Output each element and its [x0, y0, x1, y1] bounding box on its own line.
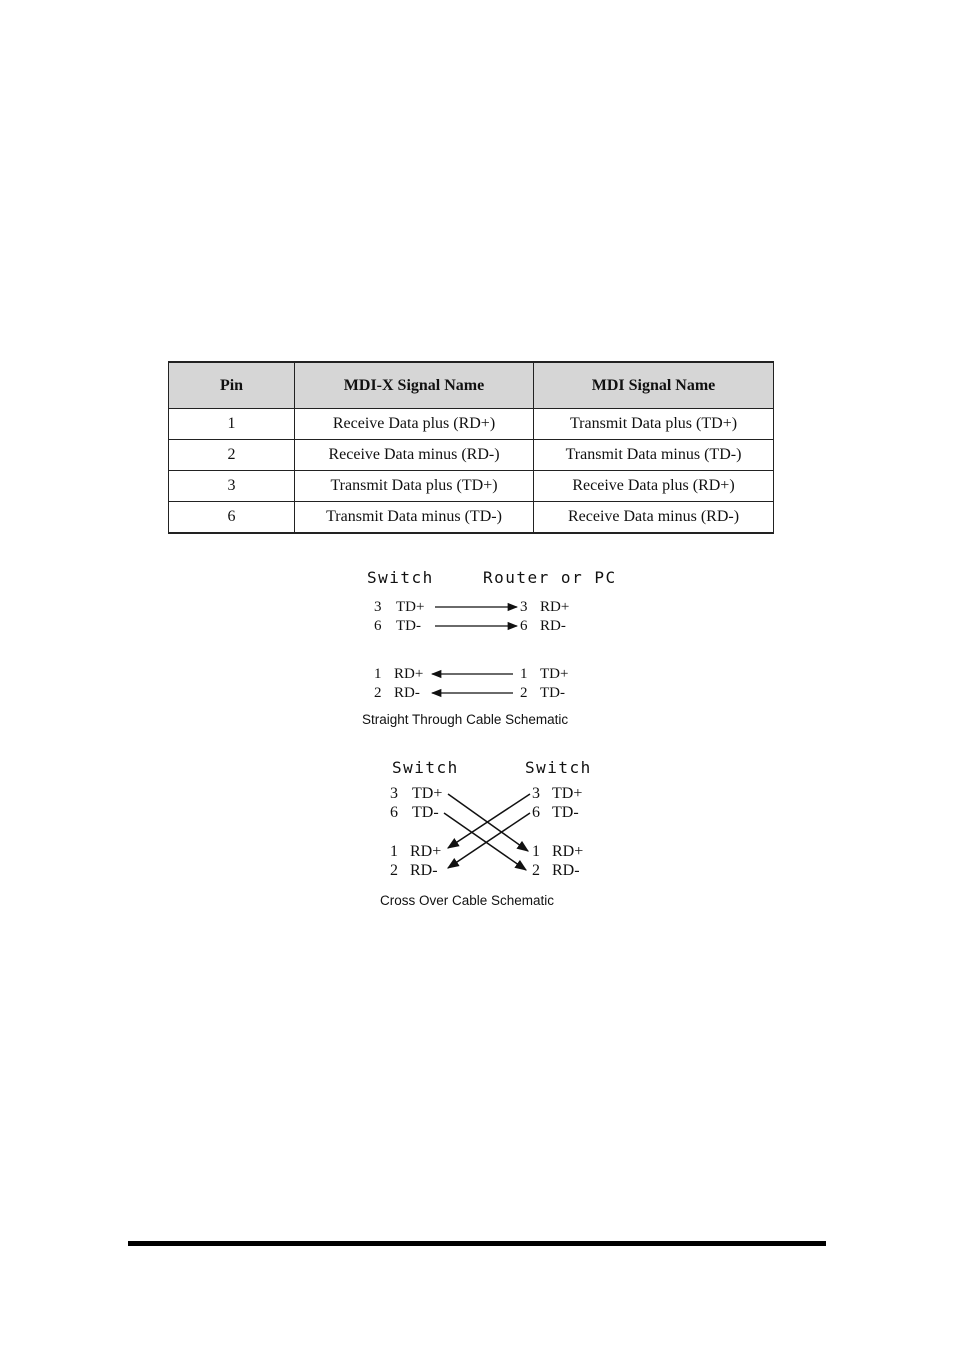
cell-mdi: Transmit Data plus (TD+)	[534, 409, 774, 440]
cross-right-pin: 2	[532, 862, 540, 879]
table-row	[169, 502, 774, 534]
straight-right-signal: RD-	[540, 618, 566, 634]
cell-mdix: Transmit Data minus (TD-)	[295, 502, 534, 534]
straight-left-pin: 1	[374, 666, 382, 682]
straight-right-pin: 1	[520, 666, 528, 682]
straight-left-signal: TD+	[396, 599, 425, 615]
cross-right-signal: TD-	[552, 804, 579, 821]
cell-pin: 1	[169, 409, 295, 440]
cross-left-pin: 6	[390, 804, 398, 821]
table-header-row	[169, 362, 774, 409]
straight-left-pin: 3	[374, 599, 382, 615]
cross-right-signal: RD+	[552, 843, 584, 860]
header-pin: Pin	[169, 362, 295, 409]
cell-pin: 2	[169, 440, 295, 471]
straight-right-signal: TD-	[540, 685, 565, 701]
table-row	[169, 440, 774, 471]
cross-right-signal: RD-	[552, 862, 580, 879]
cell-pin: 3	[169, 471, 295, 502]
straight-right-pin: 3	[520, 599, 528, 615]
cross-right-signal: TD+	[552, 785, 583, 802]
straight-right-signal: TD+	[540, 666, 569, 682]
cross-over-schematic	[370, 750, 610, 915]
footer-rule	[128, 1241, 826, 1246]
straight-left-pin: 2	[374, 685, 382, 701]
straight-through-schematic	[340, 560, 630, 735]
cross-right-pin: 1	[532, 843, 540, 860]
straight-left-signal: TD-	[396, 618, 421, 634]
straight-left-title: Switch	[367, 568, 434, 587]
table-row	[169, 471, 774, 502]
cross-right-pin: 6	[532, 804, 540, 821]
cell-mdi: Transmit Data minus (TD-)	[534, 440, 774, 471]
cross-left-pin: 1	[390, 843, 398, 860]
cell-mdi: Receive Data minus (RD-)	[534, 502, 774, 534]
straight-left-signal: RD+	[394, 666, 424, 682]
cross-caption: Cross Over Cable Schematic	[380, 893, 555, 908]
cross-left-title: Switch	[392, 758, 459, 777]
header-mdix-signal: MDI-X Signal Name	[295, 362, 534, 409]
straight-right-pin: 2	[520, 685, 528, 701]
cross-left-pin: 2	[390, 862, 398, 879]
cross-right-title: Switch	[525, 758, 592, 777]
straight-left-pin: 6	[374, 618, 382, 634]
cross-left-pin: 3	[390, 785, 398, 802]
cross-left-signal: TD+	[412, 785, 443, 802]
cell-mdix: Receive Data plus (RD+)	[295, 409, 534, 440]
cell-pin: 6	[169, 502, 295, 534]
cell-mdix: Receive Data minus (RD-)	[295, 440, 534, 471]
cross-left-signal: RD+	[410, 843, 442, 860]
cross-right-pin: 3	[532, 785, 540, 802]
straight-right-title: Router or PC	[483, 568, 617, 587]
cross-left-signal: TD-	[412, 804, 439, 821]
cell-mdix: Transmit Data plus (TD+)	[295, 471, 534, 502]
cross-left-signal: RD-	[410, 862, 438, 879]
straight-left-signal: RD-	[394, 685, 420, 701]
cell-mdi: Receive Data plus (RD+)	[534, 471, 774, 502]
pin-signal-table	[168, 361, 774, 534]
straight-right-pin: 6	[520, 618, 528, 634]
table-row	[169, 409, 774, 440]
header-mdi-signal: MDI Signal Name	[534, 362, 774, 409]
straight-caption: Straight Through Cable Schematic	[362, 712, 569, 727]
straight-right-signal: RD+	[540, 599, 570, 615]
